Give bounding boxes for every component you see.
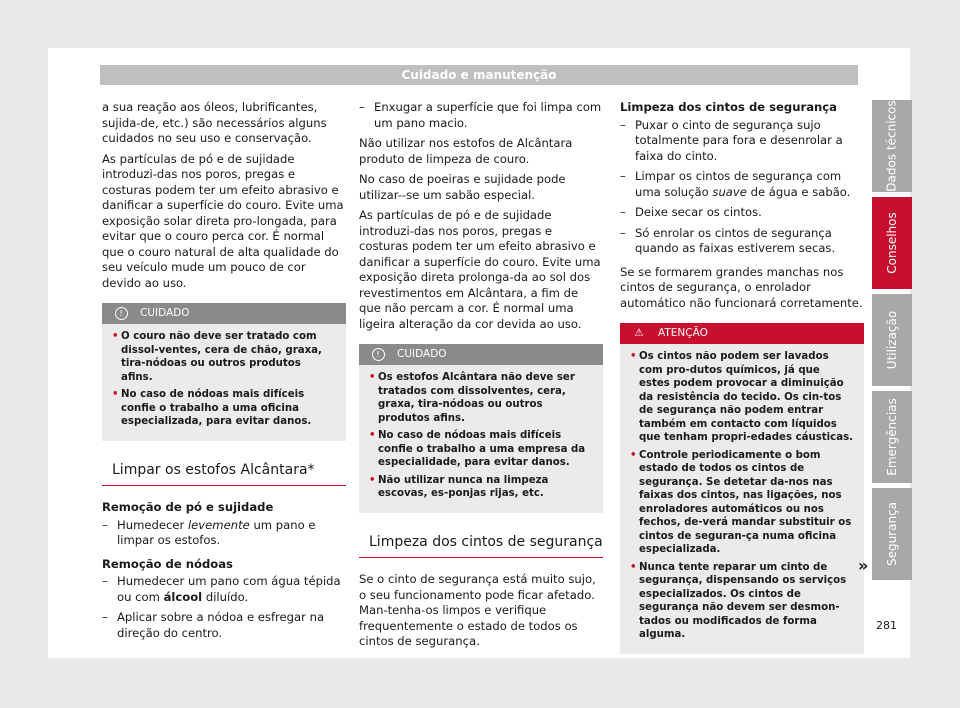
tab-utilizacao[interactable]: Utilização (872, 294, 912, 386)
warning-box-header (620, 323, 864, 344)
page-header: Cuidado e manutenção (100, 65, 858, 85)
caution-item: • Os estofos Alcântara não deve ser tratados com dissolventes, cera, graxa, tira-nódoas ou outros produtos afins. (369, 371, 593, 425)
tab-emergencias[interactable]: Emergências (872, 391, 912, 483)
caution-item: • No caso de nódoas mais difíceis confie o trabalho a uma oficina especializada, para evitar danos. (112, 388, 336, 429)
caution-label: CUIDADO (140, 306, 190, 319)
page-number: 281 (876, 619, 897, 632)
paragraph: No caso de poeiras e sujidade pode utilizar--se um sabão especial. (359, 172, 566, 202)
warning-item: • Controle periodicamente o bom estado de todos os cintos de segurança. Se detetar da-nos nas faixas dos cintos, nas ligações, nos enroladores automáticos ou nos fechos, de-verá mandar substituir os cintos de seguran-ça numa oficina especializada. (630, 449, 854, 557)
caution-label: CUIDADO (397, 347, 447, 360)
warning-box (620, 323, 864, 654)
caution-box-header (359, 344, 603, 365)
section-title: Limpeza dos cintos de segurança (359, 531, 603, 559)
caution-item: • O couro não deve ser tratado com dissol-ventes, cera de chão, graxa, tira-nódoas ou outros produtos afins. (112, 330, 336, 384)
info-circle-icon: ! (112, 307, 130, 321)
warning-item: • Nunca tente reparar um cinto de segurança, dispensando os serviços especializados. Os cintos de segurança não devem ser desmon-tados ou modificados de forma alguma. (630, 561, 854, 642)
dash-item: – Puxar o cinto de segurança sujo totalmente para fora e desenrolar a faixa do cinto. (620, 118, 864, 165)
warning-item: • Os cintos não podem ser lavados com pro-dutos químicos, já que estes podem provocar a diminuição da resistência do tecido. Os cin-tos de segurança não podem entrar também em contacto com líquidos que tenham propri-edades cáusticas. (630, 350, 854, 445)
caution-box (102, 303, 346, 441)
info-circle-icon: ! (369, 348, 387, 362)
warning-label: ATENÇÃO (658, 326, 708, 339)
caution-box (359, 344, 603, 513)
dash-item: – Só enrolar os cintos de segurança quando as faixas estiverem secas. (620, 226, 864, 257)
subheading: Remoção de pó e sujidade (102, 500, 274, 514)
caution-item: • Não utilizar nunca na limpeza escovas, es-ponjas rijas, etc. (369, 474, 593, 501)
dash-item: – Enxugar a superfície que foi limpa com um pano macio. (359, 100, 603, 131)
tab-conselhos[interactable]: Conselhos (872, 197, 912, 289)
tab-dados-tecnicos[interactable]: Dados técnicos (872, 100, 912, 192)
subheading: Remoção de nódoas (102, 556, 233, 571)
dash-item: – Aplicar sobre a nódoa e esfregar na direção do centro. (102, 610, 346, 641)
continue-arrow-icon: » (858, 556, 869, 575)
caution-item: • No caso de nódoas mais difíceis confie o trabalho a uma empresa da especialidade, para evitar danos. (369, 429, 593, 470)
dash-item: – Humedecer um pano com água tépida ou com álcool diluído. (102, 574, 346, 605)
column-1 (102, 100, 346, 646)
paragraph: a sua reação aos óleos, lubrificantes, sujida-de, etc.) são necessários alguns cuidados no seu uso e conservação. (102, 100, 327, 145)
subheading: Limpeza dos cintos de segurança (620, 100, 837, 114)
caution-box-header (102, 303, 346, 324)
paragraph: Se se formarem grandes manchas nos cintos de segurança, o enrolador automático não funcionará corretamente. (620, 264, 863, 310)
section-title: Limpar os estofos Alcântara* (102, 459, 346, 487)
dash-item: – Humedecer levemente um pano e limpar os estofos. (102, 518, 346, 549)
column-2 (359, 100, 603, 655)
tab-seguranca[interactable]: Segurança (872, 488, 912, 580)
paragraph: Não utilizar nos estofos de Alcântara produto de limpeza de couro. (359, 136, 573, 166)
dash-item: – Limpar os cintos de segurança com uma solução suave de água e sabão. (620, 169, 864, 200)
warning-triangle-icon: ⚠ (634, 326, 644, 339)
paragraph: As partículas de pó e de sujidade introduzi-das nos poros, pregas e costuras podem ter um efeito abrasivo e danificar a superfície do couro. Evite uma exposição solar direta pro-longada, para evitar que o couro perca cor. É normal que o couro natural de alta qualidade do seu veículo mude um pouco de cor devido ao uso. (102, 151, 344, 290)
column-3 (620, 100, 864, 672)
dash-item: – Deixe secar os cintos. (620, 205, 864, 221)
paragraph: Se o cinto de segurança está muito sujo, o seu funcionamento pode ficar afetado. Man-tenha-os limpos e verifique frequentemente o estado de todos os cintos de segurança. (359, 572, 596, 648)
paragraph: As partículas de pó e de sujidade introduzi-das nos poros, pregas e costuras podem ter um efeito abrasivo e danificar a superfície do couro. Evite uma exposição direta prolonga-da ao sol dos revestimentos em Alcântara, a fim de que não percam a cor. É normal uma ligeira alteração da cor devida ao uso. (359, 208, 601, 331)
